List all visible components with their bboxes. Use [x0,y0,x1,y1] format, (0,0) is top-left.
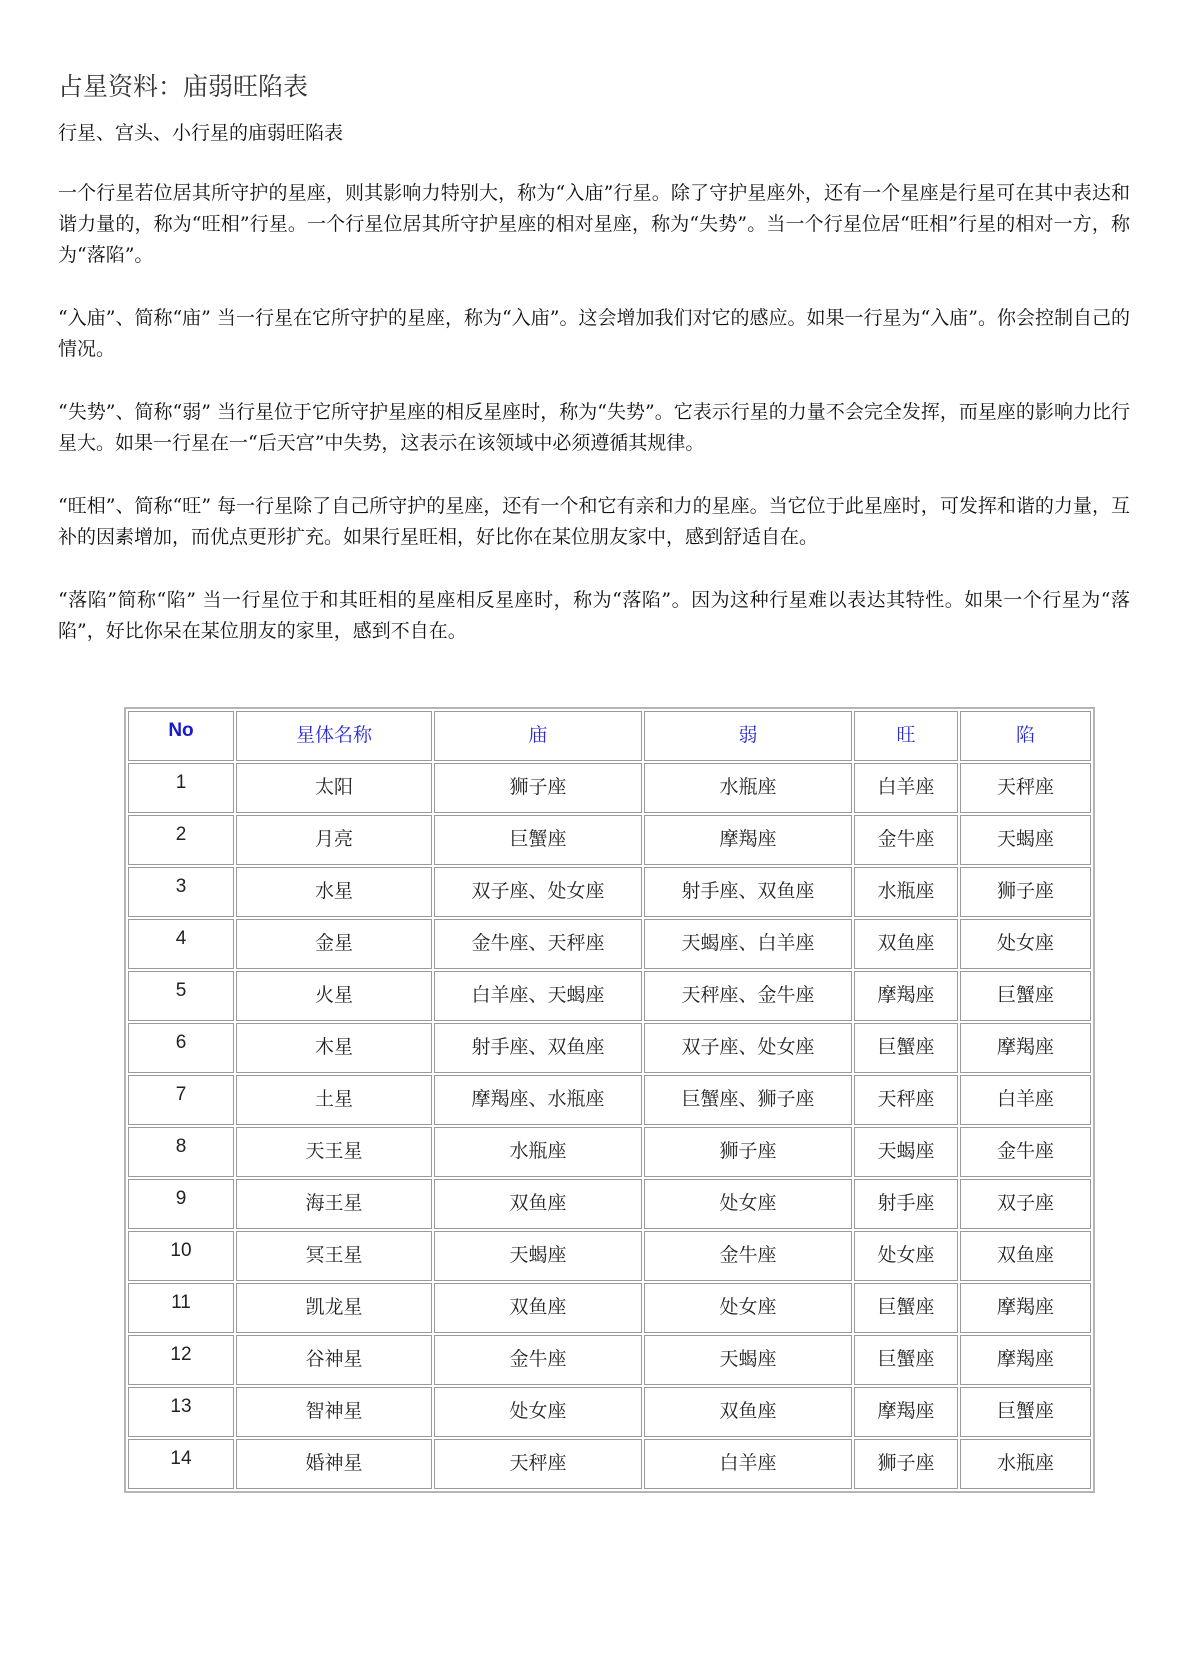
cell-fall: 水瓶座 [960,1439,1091,1489]
cell-domicile: 天蝎座 [434,1231,642,1281]
cell-fall: 金牛座 [960,1127,1091,1177]
cell-fall: 摩羯座 [960,1283,1091,1333]
document-body [58,68,1130,647]
cell-exaltation: 狮子座 [854,1439,958,1489]
header-exaltation: 旺 [854,711,958,761]
cell-domicile: 处女座 [434,1387,642,1437]
cell-detriment: 白羊座 [644,1439,852,1489]
cell-domicile: 射手座、双鱼座 [434,1023,642,1073]
cell-domicile: 天秤座 [434,1439,642,1489]
cell-no: 11 [128,1283,234,1333]
cell-body-name: 凯龙星 [236,1283,432,1333]
table-row [128,1075,1091,1125]
cell-exaltation: 射手座 [854,1179,958,1229]
cell-exaltation: 白羊座 [854,763,958,813]
cell-body-name: 水星 [236,867,432,917]
header-fall: 陷 [960,711,1091,761]
page-subtitle: 行星、宫头、小行星的庙弱旺陷表 [58,122,344,144]
dignity-table [124,707,1095,1493]
cell-detriment: 双鱼座 [644,1387,852,1437]
header-domicile: 庙 [434,711,642,761]
cell-exaltation: 巨蟹座 [854,1023,958,1073]
cell-domicile: 金牛座、天秤座 [434,919,642,969]
cell-detriment: 处女座 [644,1283,852,1333]
table-header-row [128,711,1091,761]
cell-no: 6 [128,1023,234,1073]
cell-domicile: 双子座、处女座 [434,867,642,917]
cell-no: 1 [128,763,234,813]
cell-fall: 处女座 [960,919,1091,969]
cell-no: 14 [128,1439,234,1489]
cell-no: 5 [128,971,234,1021]
cell-exaltation: 摩羯座 [854,971,958,1021]
cell-no: 4 [128,919,234,969]
cell-body-name: 天王星 [236,1127,432,1177]
cell-body-name: 月亮 [236,815,432,865]
cell-no: 10 [128,1231,234,1281]
cell-exaltation: 双鱼座 [854,919,958,969]
cell-fall: 双子座 [960,1179,1091,1229]
cell-no: 7 [128,1075,234,1125]
cell-fall: 狮子座 [960,867,1091,917]
cell-body-name: 土星 [236,1075,432,1125]
cell-domicile: 狮子座 [434,763,642,813]
cell-domicile: 双鱼座 [434,1283,642,1333]
table-row [128,1283,1091,1333]
cell-detriment: 巨蟹座、狮子座 [644,1075,852,1125]
header-no: No [128,711,234,761]
cell-domicile: 金牛座 [434,1335,642,1385]
paragraph-luoxian: “落陷”简称“陷” 当一行星位于和其旺相的星座相反星座时，称为“落陷”。因为这种行星难以表达其特性。如果一个行星为“落陷”，好比你呆在某位朋友的家里，感到不自在。 [58,589,1130,642]
cell-body-name: 金星 [236,919,432,969]
cell-no: 12 [128,1335,234,1385]
cell-body-name: 火星 [236,971,432,1021]
paragraph-shishi: “失势”、简称“弱” 当行星位于它所守护星座的相反星座时，称为“失势”。它表示行星的力量不会完全发挥，而星座的影响力比行星大。如果一行星在一“后天宫”中失势，这表示在该领域中必须遵循其规律。 [58,401,1130,454]
header-detriment: 弱 [644,711,852,761]
cell-fall: 巨蟹座 [960,1387,1091,1437]
table-row [128,763,1091,813]
cell-body-name: 木星 [236,1023,432,1073]
cell-detriment: 射手座、双鱼座 [644,867,852,917]
table-row [128,919,1091,969]
cell-exaltation: 处女座 [854,1231,958,1281]
cell-detriment: 天秤座、金牛座 [644,971,852,1021]
cell-detriment: 天蝎座、白羊座 [644,919,852,969]
cell-no: 2 [128,815,234,865]
cell-domicile: 白羊座、天蝎座 [434,971,642,1021]
header-body-name: 星体名称 [236,711,432,761]
cell-no: 8 [128,1127,234,1177]
cell-exaltation: 天秤座 [854,1075,958,1125]
table-row [128,1179,1091,1229]
cell-domicile: 水瓶座 [434,1127,642,1177]
cell-body-name: 冥王星 [236,1231,432,1281]
cell-exaltation: 天蝎座 [854,1127,958,1177]
cell-exaltation: 巨蟹座 [854,1335,958,1385]
cell-body-name: 谷神星 [236,1335,432,1385]
table-row [128,867,1091,917]
table-row [128,1023,1091,1073]
dignity-table-container [124,707,1095,1493]
cell-fall: 巨蟹座 [960,971,1091,1021]
table-row [128,971,1091,1021]
cell-exaltation: 摩羯座 [854,1387,958,1437]
table-body [128,763,1091,1489]
cell-fall: 摩羯座 [960,1023,1091,1073]
cell-fall: 双鱼座 [960,1231,1091,1281]
cell-no: 9 [128,1179,234,1229]
cell-detriment: 狮子座 [644,1127,852,1177]
cell-body-name: 太阳 [236,763,432,813]
cell-exaltation: 巨蟹座 [854,1283,958,1333]
cell-domicile: 巨蟹座 [434,815,642,865]
cell-fall: 天秤座 [960,763,1091,813]
cell-exaltation: 金牛座 [854,815,958,865]
table-row [128,815,1091,865]
table-row [128,1231,1091,1281]
paragraph-rumiao: “入庙”、简称“庙” 当一行星在它所守护的星座，称为“入庙”。这会增加我们对它的感应。如果一行星为“入庙”。你会控制自己的情况。 [58,307,1130,360]
table-row [128,1335,1091,1385]
cell-body-name: 智神星 [236,1387,432,1437]
cell-detriment: 金牛座 [644,1231,852,1281]
table-row [128,1387,1091,1437]
cell-detriment: 双子座、处女座 [644,1023,852,1073]
cell-domicile: 摩羯座、水瓶座 [434,1075,642,1125]
cell-exaltation: 水瓶座 [854,867,958,917]
cell-body-name: 海王星 [236,1179,432,1229]
cell-no: 13 [128,1387,234,1437]
page-title: 占星资料：庙弱旺陷表 [58,72,309,101]
cell-detriment: 处女座 [644,1179,852,1229]
cell-fall: 白羊座 [960,1075,1091,1125]
cell-detriment: 水瓶座 [644,763,852,813]
cell-body-name: 婚神星 [236,1439,432,1489]
paragraph-wangxiang: “旺相”、简称“旺” 每一行星除了自己所守护的星座，还有一个和它有亲和力的星座。当它位于此星座时，可发挥和谐的力量，互补的因素增加，而优点更形扩充。如果行星旺相，好比你在某位朋友家中，感到舒适自在。 [58,495,1130,548]
cell-detriment: 天蝎座 [644,1335,852,1385]
cell-domicile: 双鱼座 [434,1179,642,1229]
table-row [128,1127,1091,1177]
cell-no: 3 [128,867,234,917]
paragraph-intro: 一个行星若位居其所守护的星座，则其影响力特别大，称为“入庙”行星。除了守护星座外，还有一个星座是行星可在其中表达和谐力量的，称为“旺相”行星。一个行星位居其所守护星座的相对星座，称为“失势”。当一个行星位居“旺相”行星的相对一方，称为“落陷”。 [58,182,1130,266]
cell-fall: 摩羯座 [960,1335,1091,1385]
cell-detriment: 摩羯座 [644,815,852,865]
table-row [128,1439,1091,1489]
cell-fall: 天蝎座 [960,815,1091,865]
